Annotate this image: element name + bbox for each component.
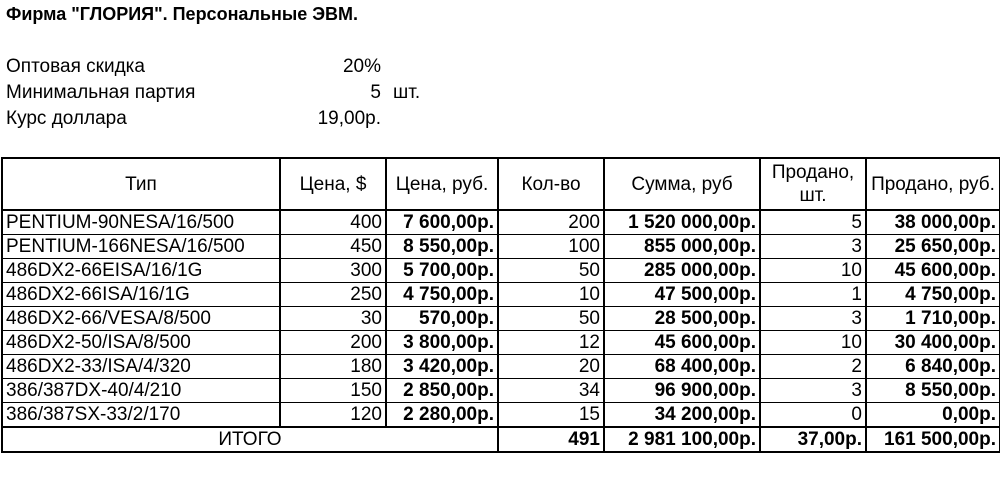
cell-sold-qty: 10 <box>760 331 866 355</box>
cell-sold-rub: 30 400,00р. <box>866 331 1000 355</box>
cell-type: 486DX2-66EISA/16/1G <box>2 259 280 283</box>
cell-type: 386/387SX-33/2/170 <box>2 403 280 428</box>
total-label: ИТОГО <box>2 427 498 452</box>
header-sold-rub: Продано, руб. <box>866 158 1000 210</box>
cell-sold-rub: 0,00р. <box>866 403 1000 428</box>
price-table <box>1 157 1000 453</box>
cell-type: PENTIUM-166NESA/16/500 <box>2 235 280 259</box>
total-sold-qty: 37,00р. <box>760 427 866 452</box>
cell-price-rub: 2 280,00р. <box>386 403 498 428</box>
param-label: Оптовая скидка <box>6 56 145 77</box>
cell-type: 386/387DX-40/4/210 <box>2 379 280 403</box>
cell-qty: 20 <box>498 355 604 379</box>
table-row <box>2 403 1000 428</box>
cell-price-usd: 400 <box>280 210 386 235</box>
cell-type: PENTIUM-90NESA/16/500 <box>2 210 280 235</box>
cell-sold-qty: 3 <box>760 379 866 403</box>
param-value: 5 <box>370 82 381 103</box>
param-value: 20% <box>342 56 381 77</box>
cell-qty: 15 <box>498 403 604 428</box>
cell-price-usd: 450 <box>280 235 386 259</box>
total-sum: 2 981 100,00р. <box>604 427 760 452</box>
cell-price-rub: 3 800,00р. <box>386 331 498 355</box>
cell-price-rub: 4 750,00р. <box>386 283 498 307</box>
cell-qty: 100 <box>498 235 604 259</box>
cell-sum: 28 500,00р. <box>604 307 760 331</box>
cell-sold-rub: 8 550,00р. <box>866 379 1000 403</box>
cell-qty: 34 <box>498 379 604 403</box>
cell-price-usd: 180 <box>280 355 386 379</box>
cell-price-usd: 150 <box>280 379 386 403</box>
cell-qty: 50 <box>498 259 604 283</box>
cell-qty: 10 <box>498 283 604 307</box>
cell-sold-qty: 10 <box>760 259 866 283</box>
cell-type: 486DX2-66/VESA/8/500 <box>2 307 280 331</box>
cell-sold-rub: 6 840,00р. <box>866 355 1000 379</box>
cell-price-rub: 5 700,00р. <box>386 259 498 283</box>
cell-sold-qty: 5 <box>760 210 866 235</box>
param-label: Минимальная партия <box>6 82 196 103</box>
cell-type: 486DX2-66ISA/16/1G <box>2 283 280 307</box>
cell-sum: 68 400,00р. <box>604 355 760 379</box>
param-unit: шт. <box>393 82 421 103</box>
cell-sum: 285 000,00р. <box>604 259 760 283</box>
header-type: Тип <box>2 158 280 210</box>
cell-sold-qty: 1 <box>760 283 866 307</box>
param-dollar-rate <box>6 108 426 132</box>
table-row <box>2 307 1000 331</box>
table-row <box>2 259 1000 283</box>
header-sum: Сумма, руб <box>604 158 760 210</box>
table-row <box>2 283 1000 307</box>
cell-sold-rub: 45 600,00р. <box>866 259 1000 283</box>
page-title: Фирма "ГЛОРИЯ". Персональные ЭВМ. <box>6 4 359 24</box>
cell-type: 486DX2-50/ISA/8/500 <box>2 331 280 355</box>
param-wholesale-discount <box>6 56 426 80</box>
table-row <box>2 379 1000 403</box>
cell-sold-rub: 4 750,00р. <box>866 283 1000 307</box>
cell-sum: 45 600,00р. <box>604 331 760 355</box>
cell-type: 486DX2-33/ISA/4/320 <box>2 355 280 379</box>
cell-price-rub: 3 420,00р. <box>386 355 498 379</box>
cell-price-usd: 120 <box>280 403 386 428</box>
cell-sold-rub: 25 650,00р. <box>866 235 1000 259</box>
header-price-usd: Цена, $ <box>280 158 386 210</box>
cell-price-usd: 200 <box>280 331 386 355</box>
cell-qty: 200 <box>498 210 604 235</box>
cell-sold-rub: 38 000,00р. <box>866 210 1000 235</box>
cell-qty: 50 <box>498 307 604 331</box>
cell-price-usd: 300 <box>280 259 386 283</box>
header-sold-qty: Продано, шт. <box>760 158 866 210</box>
header-qty: Кол-во <box>498 158 604 210</box>
table-row <box>2 210 1000 235</box>
cell-price-rub: 7 600,00р. <box>386 210 498 235</box>
cell-price-rub: 8 550,00р. <box>386 235 498 259</box>
header-price-rub: Цена, руб. <box>386 158 498 210</box>
cell-sum: 34 200,00р. <box>604 403 760 428</box>
cell-price-usd: 250 <box>280 283 386 307</box>
total-row <box>2 427 1000 452</box>
cell-sold-qty: 2 <box>760 355 866 379</box>
param-min-batch <box>6 82 426 106</box>
total-sold-rub: 161 500,00р. <box>866 427 1000 452</box>
header-row <box>2 158 1000 210</box>
total-qty: 491 <box>498 427 604 452</box>
cell-sum: 47 500,00р. <box>604 283 760 307</box>
cell-price-usd: 30 <box>280 307 386 331</box>
param-label: Курс доллара <box>6 108 127 129</box>
cell-sum: 96 900,00р. <box>604 379 760 403</box>
cell-qty: 12 <box>498 331 604 355</box>
cell-sold-qty: 3 <box>760 307 866 331</box>
table-row <box>2 355 1000 379</box>
param-value: 19,00р. <box>317 108 381 129</box>
cell-price-rub: 570,00р. <box>386 307 498 331</box>
cell-sum: 855 000,00р. <box>604 235 760 259</box>
cell-sum: 1 520 000,00р. <box>604 210 760 235</box>
cell-sold-rub: 1 710,00р. <box>866 307 1000 331</box>
table-row <box>2 235 1000 259</box>
cell-sold-qty: 3 <box>760 235 866 259</box>
table-row <box>2 331 1000 355</box>
cell-sold-qty: 0 <box>760 403 866 428</box>
cell-price-rub: 2 850,00р. <box>386 379 498 403</box>
